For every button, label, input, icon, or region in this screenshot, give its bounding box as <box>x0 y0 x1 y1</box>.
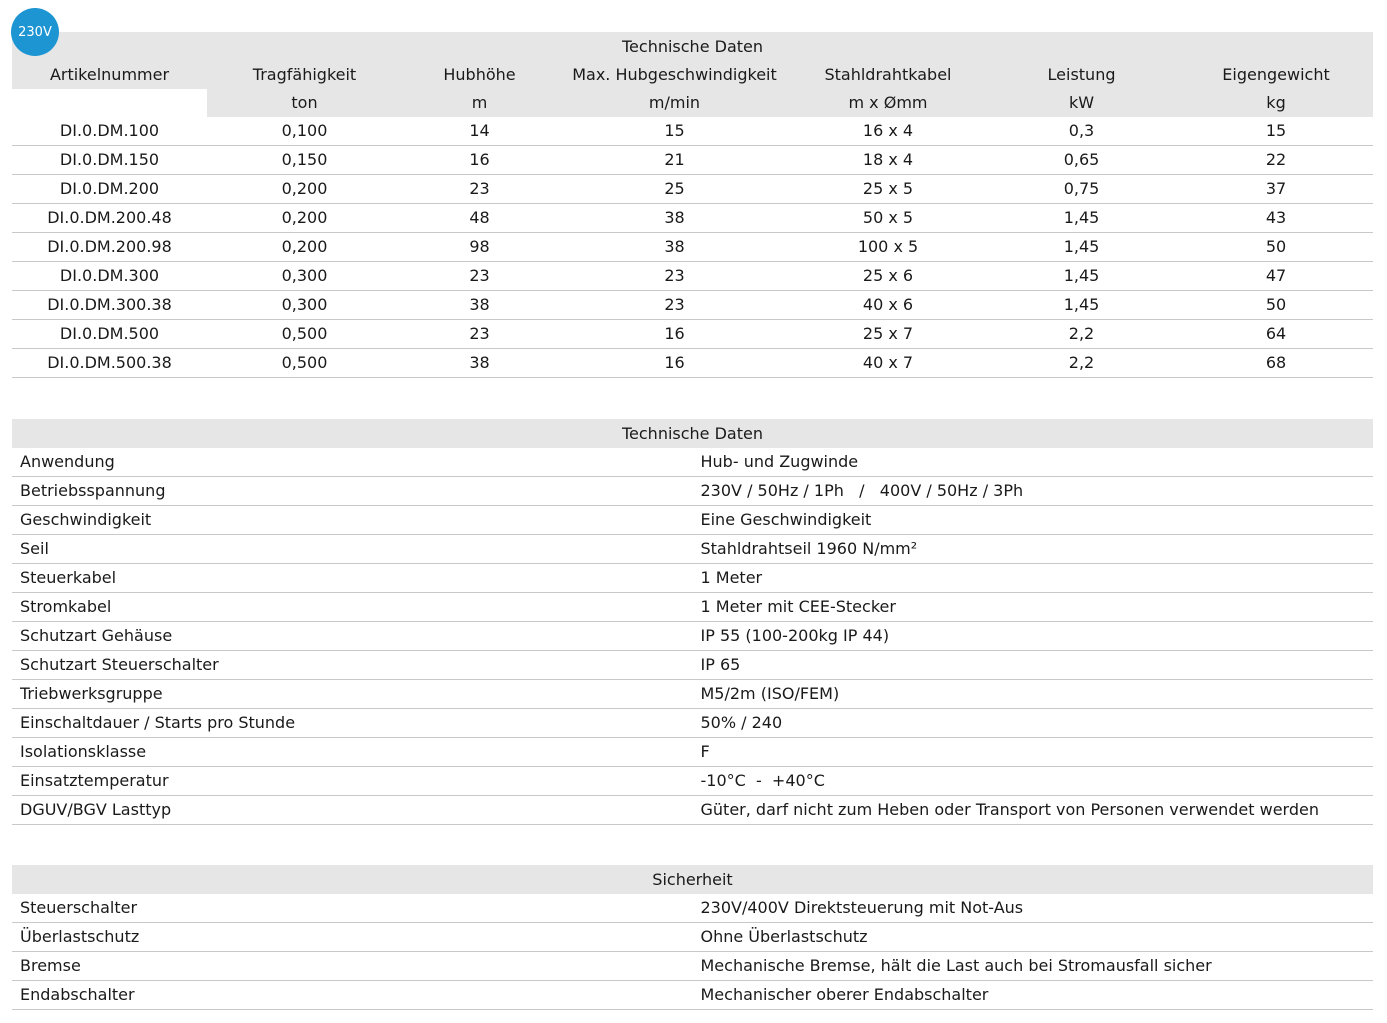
spec-header-row <box>12 61 1373 89</box>
table-cell: DI.0.DM.200.48 <box>12 204 207 233</box>
column-header: Tragfähigkeit <box>207 61 402 89</box>
table-cell: 0,500 <box>207 320 402 349</box>
column-header: Max. Hubgeschwindigkeit <box>557 61 792 89</box>
column-header: Leistung <box>984 61 1179 89</box>
column-header: Hubhöhe <box>402 61 557 89</box>
table-cell: 16 <box>557 320 792 349</box>
table-row <box>12 291 1373 320</box>
table-cell: 21 <box>557 146 792 175</box>
property-name: Einschaltdauer / Starts pro Stunde <box>12 709 693 738</box>
table-row <box>12 262 1373 291</box>
table-cell: 0,300 <box>207 291 402 320</box>
table-cell: 48 <box>402 204 557 233</box>
table-row <box>12 146 1373 175</box>
table-cell: 50 x 5 <box>792 204 984 233</box>
table-row <box>12 477 1373 506</box>
tech-table-title: Technische Daten <box>12 419 1373 448</box>
table-cell: 23 <box>557 291 792 320</box>
table-cell: 25 x 5 <box>792 175 984 204</box>
column-header: Artikelnummer <box>12 61 207 89</box>
property-value: Eine Geschwindigkeit <box>693 506 1374 535</box>
property-name: Bremse <box>12 952 693 981</box>
property-value: IP 65 <box>693 651 1374 680</box>
safety-table <box>12 865 1373 1010</box>
property-value: -10°C - +40°C <box>693 767 1374 796</box>
table-cell: 2,2 <box>984 320 1179 349</box>
table-row <box>12 767 1373 796</box>
table-cell: DI.0.DM.200 <box>12 175 207 204</box>
unit-cell: m/min <box>557 89 792 117</box>
property-value: 1 Meter mit CEE-Stecker <box>693 593 1374 622</box>
table-cell: 0,200 <box>207 175 402 204</box>
table-row <box>12 564 1373 593</box>
table-row <box>12 175 1373 204</box>
property-value: IP 55 (100-200kg IP 44) <box>693 622 1374 651</box>
table-cell: 23 <box>402 175 557 204</box>
table-cell: DI.0.DM.300 <box>12 262 207 291</box>
table-cell: 38 <box>557 204 792 233</box>
property-name: Einsatztemperatur <box>12 767 693 796</box>
property-name: DGUV/BGV Lasttyp <box>12 796 693 825</box>
table-cell: 14 <box>402 117 557 146</box>
property-value: 230V/400V Direktsteuerung mit Not-Aus <box>693 894 1374 923</box>
table-row <box>12 923 1373 952</box>
table-cell: 38 <box>557 233 792 262</box>
property-name: Stromkabel <box>12 593 693 622</box>
property-name: Steuerschalter <box>12 894 693 923</box>
table-cell: 16 <box>402 146 557 175</box>
table-cell: 1,45 <box>984 204 1179 233</box>
table-row <box>12 349 1373 378</box>
table-cell: 16 x 4 <box>792 117 984 146</box>
table-cell: 100 x 5 <box>792 233 984 262</box>
table-cell: 38 <box>402 291 557 320</box>
table-cell: 43 <box>1179 204 1373 233</box>
column-header: Eigengewicht <box>1179 61 1373 89</box>
spec-table <box>12 32 1373 378</box>
table-cell: 50 <box>1179 291 1373 320</box>
property-value: Mechanischer oberer Endabschalter <box>693 981 1374 1010</box>
table-cell: 0,500 <box>207 349 402 378</box>
property-value: Güter, darf nicht zum Heben oder Transport von Personen verwendet werden <box>693 796 1374 825</box>
voltage-badge: 230V <box>11 8 59 56</box>
tech-table <box>12 419 1373 825</box>
table-row <box>12 117 1373 146</box>
property-name: Überlastschutz <box>12 923 693 952</box>
property-name: Schutzart Gehäuse <box>12 622 693 651</box>
table-cell: 16 <box>557 349 792 378</box>
table-cell: DI.0.DM.200.98 <box>12 233 207 262</box>
property-value: 230V / 50Hz / 1Ph / 400V / 50Hz / 3Ph <box>693 477 1374 506</box>
table-row <box>12 233 1373 262</box>
table-row <box>12 796 1373 825</box>
table-cell: 1,45 <box>984 291 1179 320</box>
property-name: Triebwerksgruppe <box>12 680 693 709</box>
table-row <box>12 320 1373 349</box>
property-name: Endabschalter <box>12 981 693 1010</box>
table-row <box>12 593 1373 622</box>
property-value: Hub- und Zugwinde <box>693 448 1374 477</box>
property-name: Steuerkabel <box>12 564 693 593</box>
unit-cell: kg <box>1179 89 1373 117</box>
table-row <box>12 738 1373 767</box>
table-cell: 22 <box>1179 146 1373 175</box>
table-cell: 25 x 6 <box>792 262 984 291</box>
table-cell: 1,45 <box>984 233 1179 262</box>
property-name: Isolationsklasse <box>12 738 693 767</box>
table-cell: 0,3 <box>984 117 1179 146</box>
property-name: Anwendung <box>12 448 693 477</box>
table-cell: 0,100 <box>207 117 402 146</box>
table-cell: 15 <box>1179 117 1373 146</box>
table-cell: DI.0.DM.300.38 <box>12 291 207 320</box>
table-row <box>12 981 1373 1010</box>
property-value: Mechanische Bremse, hält die Last auch bei Stromausfall sicher <box>693 952 1374 981</box>
table-row <box>12 651 1373 680</box>
table-cell: 64 <box>1179 320 1373 349</box>
property-value: 50% / 240 <box>693 709 1374 738</box>
table-cell: 40 x 6 <box>792 291 984 320</box>
table-row <box>12 204 1373 233</box>
table-cell: 37 <box>1179 175 1373 204</box>
table-cell: DI.0.DM.500 <box>12 320 207 349</box>
column-header: Stahldrahtkabel <box>792 61 984 89</box>
spec-units-row <box>12 89 1373 117</box>
table-row <box>12 448 1373 477</box>
table-cell: 40 x 7 <box>792 349 984 378</box>
table-cell: DI.0.DM.100 <box>12 117 207 146</box>
table-cell: 25 x 7 <box>792 320 984 349</box>
table-cell: 0,75 <box>984 175 1179 204</box>
property-name: Seil <box>12 535 693 564</box>
property-name: Schutzart Steuerschalter <box>12 651 693 680</box>
spec-table-title: Technische Daten <box>12 32 1373 61</box>
table-cell: 23 <box>402 320 557 349</box>
table-cell: 47 <box>1179 262 1373 291</box>
table-cell: 23 <box>402 262 557 291</box>
table-cell: 1,45 <box>984 262 1179 291</box>
property-name: Geschwindigkeit <box>12 506 693 535</box>
table-cell: 2,2 <box>984 349 1179 378</box>
table-cell: 50 <box>1179 233 1373 262</box>
table-row <box>12 894 1373 923</box>
table-cell: 23 <box>557 262 792 291</box>
unit-cell <box>12 89 207 117</box>
table-cell: 18 x 4 <box>792 146 984 175</box>
unit-cell: m x Ømm <box>792 89 984 117</box>
unit-cell: kW <box>984 89 1179 117</box>
table-cell: DI.0.DM.150 <box>12 146 207 175</box>
table-cell: 0,200 <box>207 204 402 233</box>
property-name: Betriebsspannung <box>12 477 693 506</box>
table-cell: 25 <box>557 175 792 204</box>
table-row <box>12 680 1373 709</box>
property-value: F <box>693 738 1374 767</box>
unit-cell: m <box>402 89 557 117</box>
table-cell: 98 <box>402 233 557 262</box>
table-cell: 38 <box>402 349 557 378</box>
property-value: Ohne Überlastschutz <box>693 923 1374 952</box>
table-row <box>12 952 1373 981</box>
safety-table-title: Sicherheit <box>12 865 1373 894</box>
table-row <box>12 535 1373 564</box>
table-cell: 0,200 <box>207 233 402 262</box>
property-value: 1 Meter <box>693 564 1374 593</box>
table-row <box>12 506 1373 535</box>
table-cell: DI.0.DM.500.38 <box>12 349 207 378</box>
table-cell: 0,300 <box>207 262 402 291</box>
table-cell: 0,65 <box>984 146 1179 175</box>
table-cell: 15 <box>557 117 792 146</box>
table-cell: 68 <box>1179 349 1373 378</box>
property-value: Stahldrahtseil 1960 N/mm² <box>693 535 1374 564</box>
property-value: M5/2m (ISO/FEM) <box>693 680 1374 709</box>
table-cell: 0,150 <box>207 146 402 175</box>
unit-cell: ton <box>207 89 402 117</box>
table-row <box>12 622 1373 651</box>
table-row <box>12 709 1373 738</box>
